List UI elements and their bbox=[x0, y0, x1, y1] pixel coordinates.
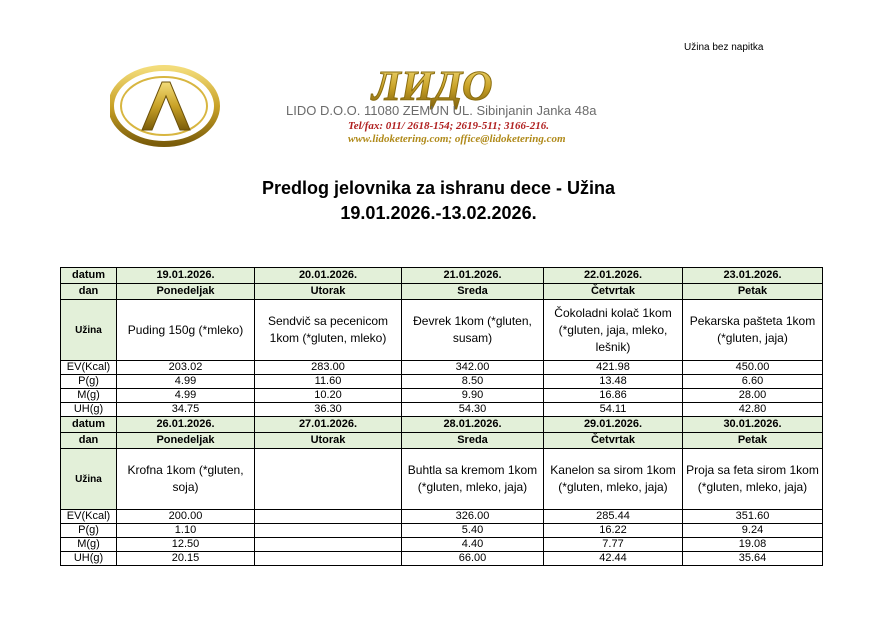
meal-cell: Čokoladni kolač 1kom (*gluten, jaja, mleko, lešnik) bbox=[544, 300, 683, 361]
fat-value-cell: 16.86 bbox=[544, 389, 683, 403]
week-1-day-row bbox=[61, 284, 823, 300]
carb-value-cell: 54.11 bbox=[544, 403, 683, 417]
meal-label: Užina bbox=[61, 449, 117, 510]
protein-value-cell: 8.50 bbox=[402, 375, 544, 389]
week-1-date-row bbox=[61, 268, 823, 284]
day-label: dan bbox=[61, 433, 117, 449]
meal-cell: Đevrek 1kom (*gluten, susam) bbox=[402, 300, 544, 361]
date-cell: 26.01.2026. bbox=[117, 417, 255, 433]
date-cell: 30.01.2026. bbox=[683, 417, 823, 433]
day-cell: Utorak bbox=[255, 433, 402, 449]
carb-value-cell: 42.80 bbox=[683, 403, 823, 417]
fat-value-cell: 4.40 bbox=[402, 538, 544, 552]
company-logo bbox=[110, 60, 660, 152]
protein-value-cell: 5.40 bbox=[402, 524, 544, 538]
protein-value-label: P(g) bbox=[61, 375, 117, 389]
ev-value-cell bbox=[255, 510, 402, 524]
page-title: Predlog jelovnika za ishranu dece - Užina bbox=[261, 178, 616, 198]
carb-value-label: UH(g) bbox=[61, 552, 117, 566]
week-2-ev-value-row bbox=[61, 510, 823, 524]
week-2-fat-value-row bbox=[61, 538, 823, 552]
date-label: datum bbox=[61, 268, 117, 284]
meal-cell: Kanelon sa sirom 1kom (*gluten, mleko, jaja) bbox=[544, 449, 683, 510]
date-cell: 29.01.2026. bbox=[544, 417, 683, 433]
fat-value-cell: 4.99 bbox=[117, 389, 255, 403]
day-cell: Sreda bbox=[402, 433, 544, 449]
protein-value-label: P(g) bbox=[61, 524, 117, 538]
protein-value-cell: 13.48 bbox=[544, 375, 683, 389]
week-2-date-row bbox=[61, 417, 823, 433]
week-1-carb-value-row bbox=[61, 403, 823, 417]
day-label: dan bbox=[61, 284, 117, 300]
note-text: Užina bez napitka bbox=[684, 42, 764, 53]
fat-value-cell: 28.00 bbox=[683, 389, 823, 403]
meal-cell: Pekarska pašteta 1kom (*gluten, jaja) bbox=[683, 300, 823, 361]
day-cell: Sreda bbox=[402, 284, 544, 300]
carb-value-cell: 35.64 bbox=[683, 552, 823, 566]
protein-value-cell: 16.22 bbox=[544, 524, 683, 538]
ev-value-cell: 351.60 bbox=[683, 510, 823, 524]
company-phone: Tel/fax: 011/ 2618-154; 2619-511; 3166-216. bbox=[348, 120, 549, 132]
carb-value-cell: 20.15 bbox=[117, 552, 255, 566]
ev-value-cell: 200.00 bbox=[117, 510, 255, 524]
date-cell: 27.01.2026. bbox=[255, 417, 402, 433]
ev-value-label: EV(Kcal) bbox=[61, 361, 117, 375]
ev-value-cell: 450.00 bbox=[683, 361, 823, 375]
fat-value-label: M(g) bbox=[61, 389, 117, 403]
protein-value-cell bbox=[255, 524, 402, 538]
protein-value-cell: 11.60 bbox=[255, 375, 402, 389]
date-label: datum bbox=[61, 417, 117, 433]
fat-value-cell: 7.77 bbox=[544, 538, 683, 552]
brand-name: ЛИДО bbox=[372, 64, 493, 110]
meal-cell: Krofna 1kom (*gluten, soja) bbox=[117, 449, 255, 510]
meal-cell: Puding 150g (*mleko) bbox=[117, 300, 255, 361]
carb-value-label: UH(g) bbox=[61, 403, 117, 417]
fat-value-cell: 19.08 bbox=[683, 538, 823, 552]
week-1-ev-value-row bbox=[61, 361, 823, 375]
ev-value-cell: 285.44 bbox=[544, 510, 683, 524]
date-cell: 21.01.2026. bbox=[402, 268, 544, 284]
carb-value-cell: 66.00 bbox=[402, 552, 544, 566]
week-2-protein-value-row bbox=[61, 524, 823, 538]
ev-value-cell: 421.98 bbox=[544, 361, 683, 375]
day-cell: Četvrtak bbox=[544, 433, 683, 449]
protein-value-cell: 4.99 bbox=[117, 375, 255, 389]
day-cell: Petak bbox=[683, 433, 823, 449]
meal-label: Užina bbox=[61, 300, 117, 361]
protein-value-cell: 6.60 bbox=[683, 375, 823, 389]
carb-value-cell: 42.44 bbox=[544, 552, 683, 566]
meal-cell bbox=[255, 449, 402, 510]
ev-value-cell: 283.00 bbox=[255, 361, 402, 375]
week-1-meal-row bbox=[61, 300, 823, 361]
ev-value-cell: 326.00 bbox=[402, 510, 544, 524]
day-cell: Četvrtak bbox=[544, 284, 683, 300]
day-cell: Ponedeljak bbox=[117, 433, 255, 449]
week-2-carb-value-row bbox=[61, 552, 823, 566]
carb-value-cell: 34.75 bbox=[117, 403, 255, 417]
week-1-fat-value-row bbox=[61, 389, 823, 403]
week-2-meal-row bbox=[61, 449, 823, 510]
ev-value-label: EV(Kcal) bbox=[61, 510, 117, 524]
fat-value-cell bbox=[255, 538, 402, 552]
carb-value-cell: 36.30 bbox=[255, 403, 402, 417]
fat-value-label: M(g) bbox=[61, 538, 117, 552]
meal-cell: Sendvič sa pecenicom 1kom (*gluten, mleko) bbox=[255, 300, 402, 361]
fat-value-cell: 10.20 bbox=[255, 389, 402, 403]
company-address: LIDO D.O.O. 11080 ZEMUN UL. Sibinjanin Janka 48a bbox=[286, 103, 597, 118]
page-subtitle: 19.01.2026.-13.02.2026. bbox=[340, 203, 537, 223]
carb-value-cell: 54.30 bbox=[402, 403, 544, 417]
day-cell: Ponedeljak bbox=[117, 284, 255, 300]
company-web: www.lidoketering.com; office@lidoketering.com bbox=[348, 133, 566, 145]
date-cell: 28.01.2026. bbox=[402, 417, 544, 433]
menu-table bbox=[60, 267, 823, 566]
ev-value-cell: 342.00 bbox=[402, 361, 544, 375]
fat-value-cell: 12.50 bbox=[117, 538, 255, 552]
date-cell: 20.01.2026. bbox=[255, 268, 402, 284]
week-2-day-row bbox=[61, 433, 823, 449]
protein-value-cell: 9.24 bbox=[683, 524, 823, 538]
meal-cell: Buhtla sa kremom 1kom (*gluten, mleko, jaja) bbox=[402, 449, 544, 510]
week-1-protein-value-row bbox=[61, 375, 823, 389]
ev-value-cell: 203.02 bbox=[117, 361, 255, 375]
meal-cell: Proja sa feta sirom 1kom (*gluten, mleko, jaja) bbox=[683, 449, 823, 510]
fat-value-cell: 9.90 bbox=[402, 389, 544, 403]
date-cell: 23.01.2026. bbox=[683, 268, 823, 284]
date-cell: 19.01.2026. bbox=[117, 268, 255, 284]
day-cell: Utorak bbox=[255, 284, 402, 300]
carb-value-cell bbox=[255, 552, 402, 566]
day-cell: Petak bbox=[683, 284, 823, 300]
date-cell: 22.01.2026. bbox=[544, 268, 683, 284]
protein-value-cell: 1.10 bbox=[117, 524, 255, 538]
